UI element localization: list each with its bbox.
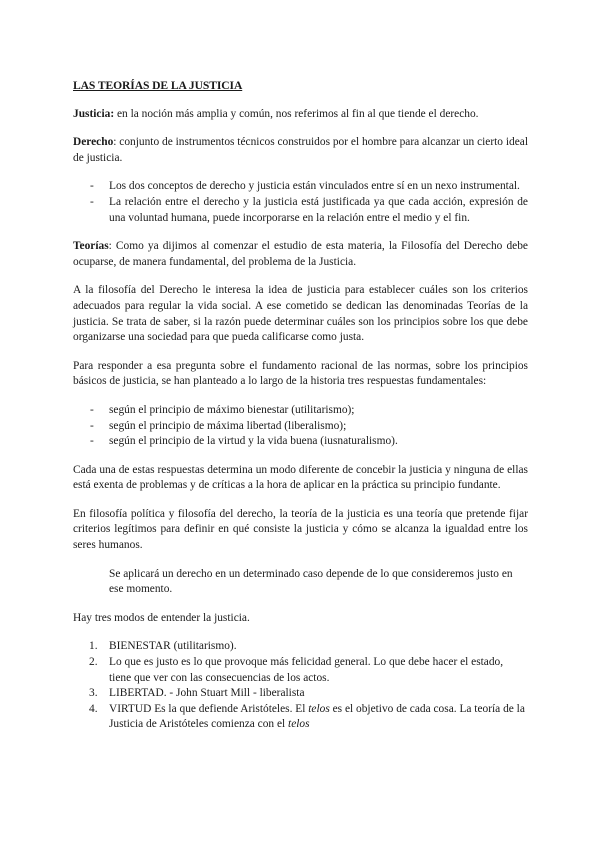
term-teorias: Teorías <box>73 240 109 253</box>
definition-teorias-text: : Como ya dijimos al comenzar el estudio de esta materia, la Filosofía del Derecho debe ocuparse, de manera fundamental, del problema de la Justicia. <box>73 240 528 268</box>
list-item-text: La relación entre el derecho y la justicia está justificada ya que cada acción, expresión de una voluntad humana, puede incorporarse en la relación entre el medio y el fin. <box>109 195 528 224</box>
list-item-text: según el principio de máximo bienestar (utilitarismo); <box>109 403 355 416</box>
italic-term: telos <box>288 718 310 731</box>
paragraph-modos-intro: Hay tres modos de entender la justicia. <box>73 611 250 624</box>
list-item <box>73 179 528 195</box>
definition-derecho-text: : conjunto de instrumentos técnicos construidos por el hombre para alcanzar un cierto ideal de justicia. <box>73 136 528 164</box>
derecho-points-list <box>73 179 528 226</box>
list-item <box>73 419 528 435</box>
list-item-text: según el principio de la virtud y la vida buena (iusnaturalismo). <box>109 435 398 448</box>
dash-bullet-icon: - <box>90 419 94 432</box>
indented-quote: Se aplicará un derecho en un determinado caso depende de lo que consideremos justo en ese momento. <box>109 567 513 596</box>
definition-justicia <box>73 107 528 123</box>
italic-term: telos <box>308 702 330 715</box>
respuestas-list <box>73 403 528 450</box>
list-item-text: según el principio de máxima libertad (liberalismo); <box>109 419 347 432</box>
definition-derecho <box>73 135 528 166</box>
list-item-text: VIRTUD Es la que defiende Aristóteles. El <box>109 702 309 715</box>
list-item <box>73 434 528 450</box>
list-number: 3. <box>89 687 98 700</box>
document-page <box>73 78 528 733</box>
list-item <box>73 403 528 419</box>
modos-list <box>73 639 528 733</box>
list-item <box>73 702 528 733</box>
paragraph-politica: En filosofía política y filosofía del derecho, la teoría de la justicia es una teoría que pretende fijar criterios legítimos para definir en qué consiste la justicia y cómo se alcanza la igualdad entre los seres humanos. <box>73 507 528 552</box>
list-item-text: es el objetivo de cada cosa. La teoría de la Justicia de Aristóteles comienza con el <box>109 702 525 731</box>
definition-justicia-text: en la noción más amplia y común, nos referimos al fin al que tiende el derecho. <box>114 107 479 120</box>
list-item-text: Los dos conceptos de derecho y justicia están vinculados entre sí en un nexo instrumental. <box>109 180 520 193</box>
list-item <box>73 655 528 686</box>
dash-bullet-icon: - <box>90 195 94 208</box>
list-number: 4. <box>89 702 98 715</box>
definition-teorias <box>73 239 528 270</box>
dash-bullet-icon: - <box>90 403 94 416</box>
dash-bullet-icon: - <box>90 435 94 448</box>
list-item-text: LIBERTAD. - John Stuart Mill - liberalista <box>109 687 305 700</box>
dash-bullet-icon: - <box>90 180 94 193</box>
list-item <box>73 639 528 655</box>
list-item-text: BIENESTAR (utilitarismo). <box>109 640 237 653</box>
list-number: 1. <box>89 640 98 653</box>
paragraph-filosofia: A la filosofía del Derecho le interesa la idea de justicia para establecer cuáles son los criterios adecuados para regular la vida social. A ese cometido se dedican las denominadas Teorías de la justicia. Se trata de saber, si la razón puede determinar cuáles son los principios sobre los que debe organizarse una sociedad para que pueda calificarse como justa. <box>73 284 528 344</box>
paragraph-cada: Cada una de estas respuestas determina un modo diferente de concebir la justicia y ninguna de ellas está exenta de problemas y de críticas a la hora de aplicar en la práctica su principio fundante. <box>73 463 528 492</box>
list-number: 2. <box>89 656 98 669</box>
list-item <box>73 195 528 226</box>
list-item-text: Lo que es justo es lo que provoque más felicidad general. Lo que debe hacer el estado, tiene que ver con las consecuencias de los actos. <box>109 656 504 684</box>
page-title: LAS TEORÍAS DE LA JUSTICIA <box>73 79 243 92</box>
paragraph-responder: Para responder a esa pregunta sobre el fundamento racional de las normas, sobre los principios básicos de justicia, se han planteado a lo largo de la historia tres respuestas fundamentales: <box>73 359 528 388</box>
term-derecho: Derecho <box>73 136 114 149</box>
list-item <box>73 686 528 702</box>
term-justicia: Justicia: <box>73 107 115 120</box>
